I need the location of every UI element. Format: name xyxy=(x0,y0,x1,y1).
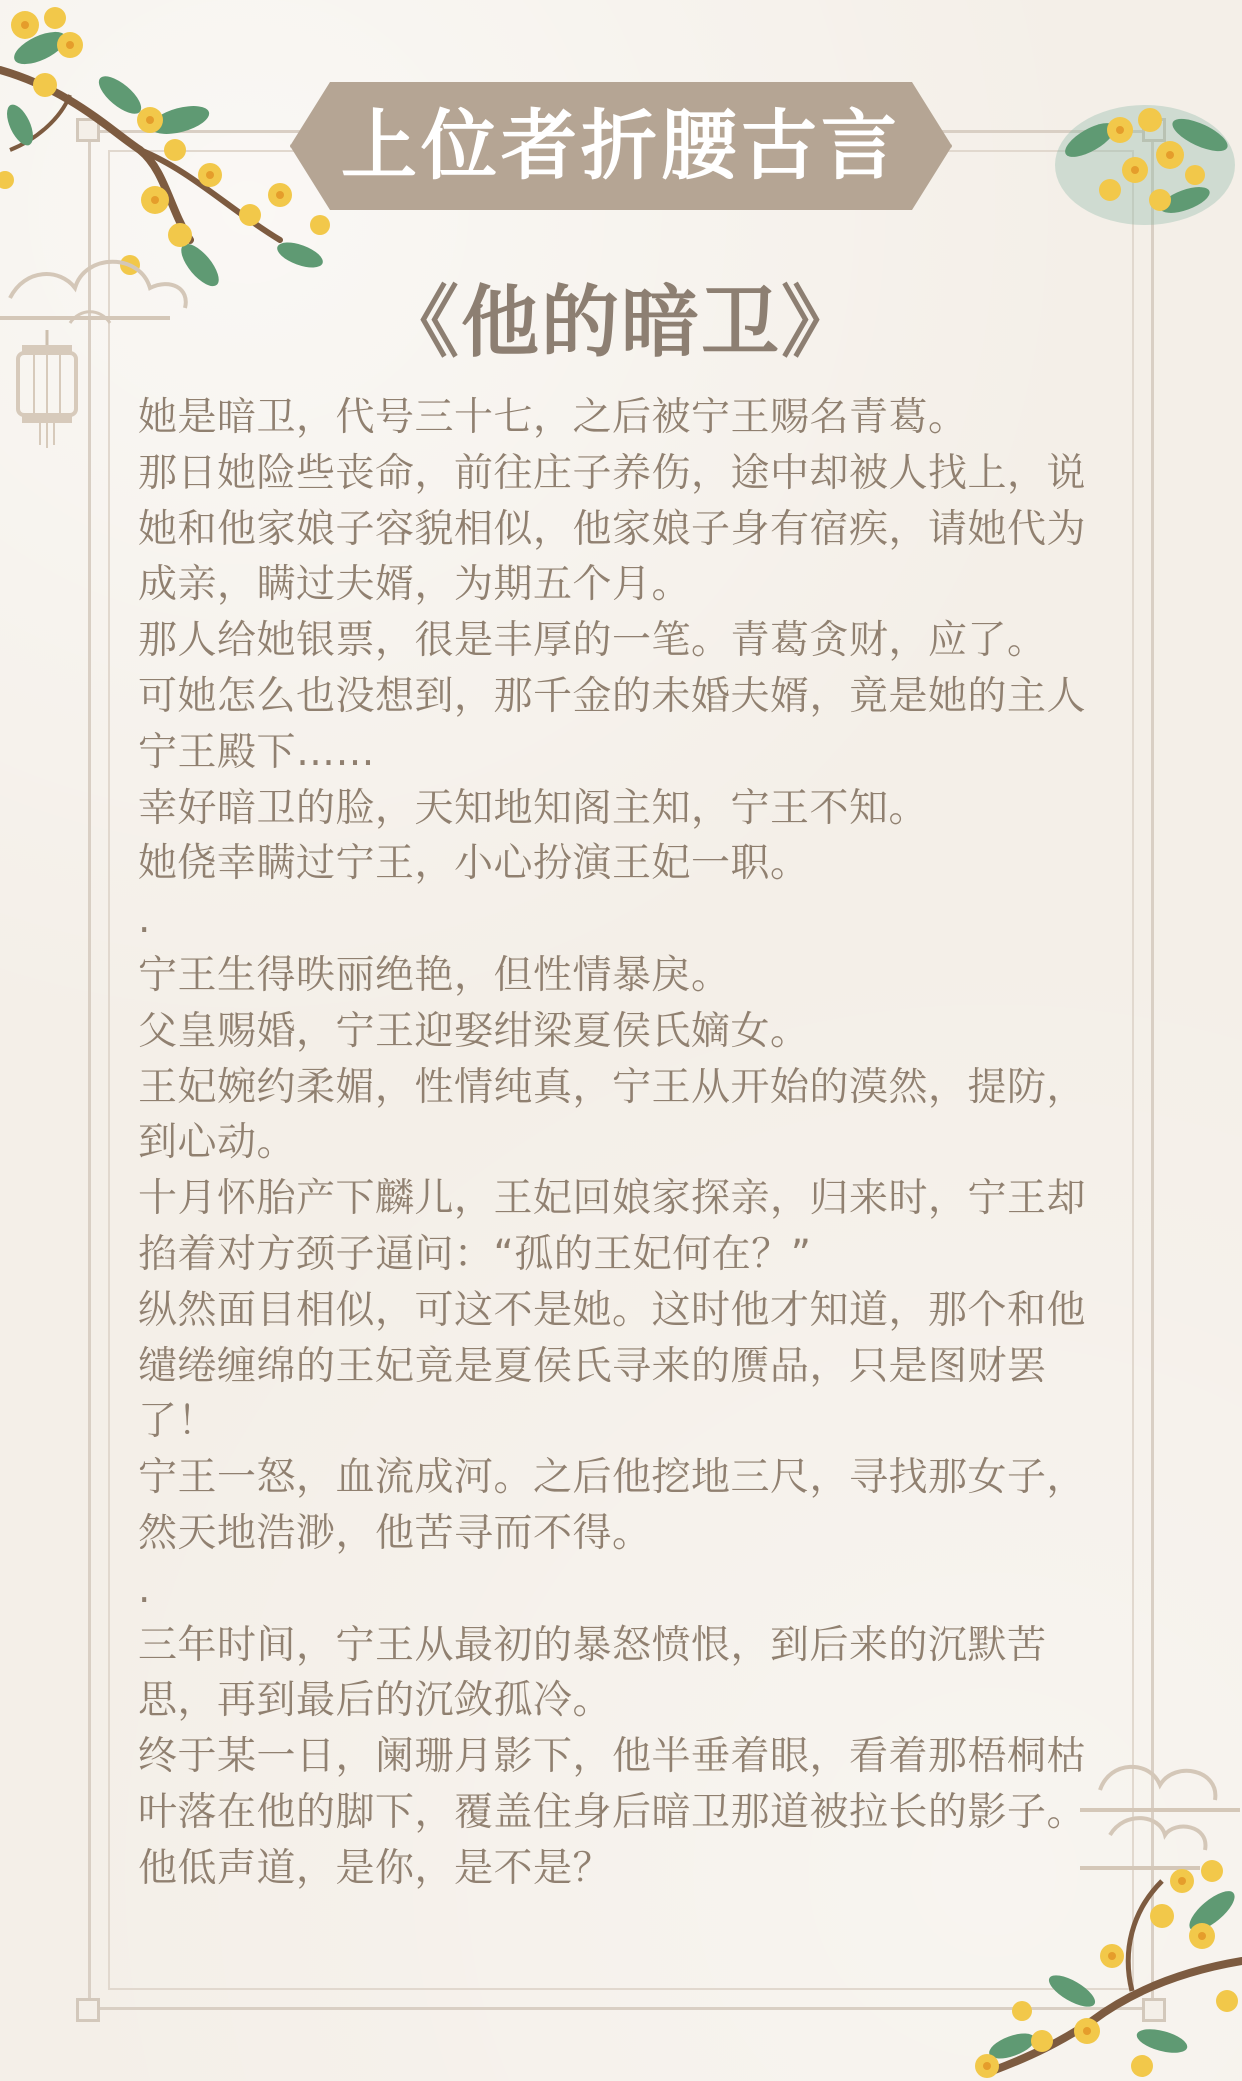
book-title: 《他的暗卫》 xyxy=(380,278,861,368)
paragraph: 宁王生得昳丽绝艳，但性情暴戾。 xyxy=(138,952,731,998)
section-divider: . xyxy=(138,1566,151,1612)
paragraph: 宁王一怒，血流成河。之后他挖地三尺，寻找那女子，然天地浩渺，他苦寻而不得。 xyxy=(138,1455,1087,1556)
synopsis-text xyxy=(138,390,1098,1897)
header-banner xyxy=(290,82,952,210)
paragraph: 她是暗卫，代号三十七，之后被宁王赐名青葛。 xyxy=(138,395,968,440)
paragraph: 可她怎么也没想到，那千金的未婚夫婿，竟是她的主人宁王殿下…… xyxy=(138,673,1087,775)
paragraph: 十月怀胎产下麟儿，王妃回娘家探亲，归来时，宁王却掐着对方颈子逼问：“孤的王妃何在？” xyxy=(138,1176,1087,1277)
osmanthus-cluster-icon xyxy=(1050,80,1240,240)
paragraph: 终于某一日，阑珊月影下，他半垂着眼，看着那梧桐枯叶落在他的脚下，覆盖住身后暗卫那道被拉长的影子。 xyxy=(138,1734,1087,1835)
paragraph: 王妃婉约柔媚，性情纯真，宁王从开始的漠然，提防，到心动。 xyxy=(138,1064,1087,1166)
paragraph: 纵然面目相似，可这不是她。这时他才知道，那个和他缱绻缠绵的王妃竟是夏侯氏寻来的赝品，只是图财罢了！ xyxy=(138,1287,1087,1445)
paragraph: 那人给她银票，很是丰厚的一笔。青葛贪财，应了。 xyxy=(138,618,1047,664)
banner-title: 上位者折腰古言 xyxy=(341,101,901,190)
paragraph: 他低声道，是你，是不是？ xyxy=(138,1845,613,1891)
paragraph: 那日她险些丧命，前往庄子养伤，途中却被人找上，说她和他家娘子容貌相似，他家娘子身有宿疾，请她代为成亲，瞒过夫婿，为期五个月。 xyxy=(138,450,1087,608)
frame-corner-ornament xyxy=(76,1998,100,2022)
paragraph: 她侥幸瞒过宁王，小心扮演王妃一职。 xyxy=(138,841,810,887)
section-divider: . xyxy=(138,897,151,943)
paragraph: 三年时间，宁王从最初的暴怒愤恨，到后来的沉默苦思，再到最后的沉敛孤冷。 xyxy=(138,1622,1047,1724)
paragraph: 幸好暗卫的脸，天知地知阁主知，宁王不知。 xyxy=(138,785,929,831)
paragraph: 父皇赐婚，宁王迎娶绀梁夏侯氏嫡女。 xyxy=(138,1008,810,1054)
